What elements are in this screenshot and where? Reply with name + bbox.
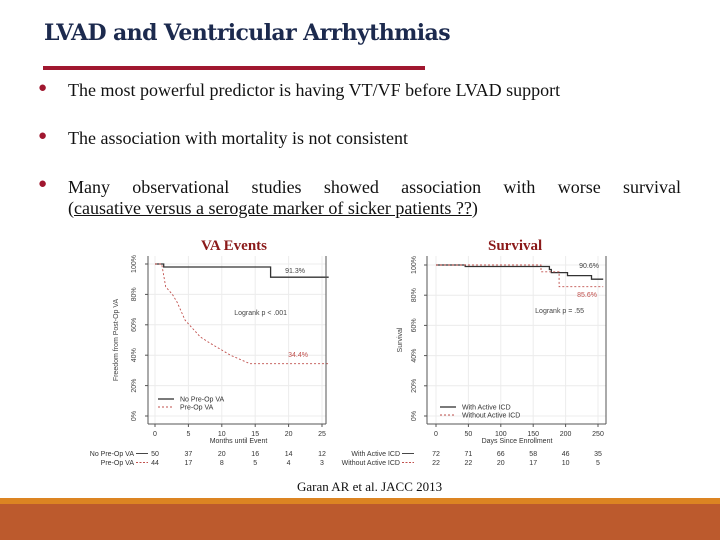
svg-text:250: 250 — [592, 431, 604, 438]
svg-text:60%: 60% — [411, 318, 418, 333]
open-paren: ( — [68, 198, 74, 218]
slide-title: LVAD and Ventricular Arrhythmias — [44, 20, 450, 46]
svg-text:Freedom from Post-Op VA: Freedom from Post-Op VA — [113, 298, 120, 382]
svg-text:0%: 0% — [411, 410, 418, 422]
svg-text:90.6%: 90.6% — [579, 263, 599, 270]
svg-text:22: 22 — [464, 460, 473, 467]
svg-text:With Active ICD: With Active ICD — [351, 451, 400, 458]
svg-text:4: 4 — [286, 460, 291, 467]
svg-text:150: 150 — [527, 431, 540, 438]
svg-text:12: 12 — [318, 451, 326, 458]
svg-text:5: 5 — [253, 460, 258, 467]
svg-text:5: 5 — [186, 431, 191, 438]
chart-title-va-events: VA Events — [201, 238, 267, 254]
svg-text:91.3%: 91.3% — [285, 268, 305, 275]
svg-text:72: 72 — [432, 451, 440, 458]
bullet-icon: ● — [38, 176, 48, 192]
chart-gridlines — [427, 256, 606, 424]
svg-text:14: 14 — [284, 451, 293, 458]
svg-text:17: 17 — [529, 460, 538, 467]
svg-text:34.4%: 34.4% — [288, 352, 308, 359]
svg-text:No Pre-Op VA: No Pre-Op VA — [89, 451, 134, 458]
svg-text:35: 35 — [594, 451, 602, 458]
svg-text:Months until Event: Months until Event — [209, 438, 268, 445]
svg-text:46: 46 — [561, 451, 570, 458]
bullet-icon: ● — [38, 80, 48, 96]
svg-text:No Pre-Op VA: No Pre-Op VA — [180, 396, 225, 404]
chart-axes — [90, 255, 326, 467]
svg-text:37: 37 — [184, 451, 193, 458]
chart-title-survival: Survival — [488, 238, 543, 254]
svg-text:200: 200 — [559, 431, 572, 438]
svg-text:20%: 20% — [411, 378, 418, 393]
svg-text:80%: 80% — [411, 288, 418, 303]
svg-text:44: 44 — [151, 460, 159, 467]
svg-text:50: 50 — [464, 431, 473, 438]
svg-text:20: 20 — [284, 431, 293, 438]
svg-text:17: 17 — [184, 460, 193, 467]
svg-text:40%: 40% — [411, 348, 418, 363]
svg-text:80%: 80% — [131, 287, 138, 302]
svg-text:16: 16 — [251, 451, 260, 458]
svg-text:Without Active ICD: Without Active ICD — [462, 412, 521, 420]
citation: Garan AR et al. JACC 2013 — [297, 479, 443, 494]
svg-text:0: 0 — [434, 431, 438, 438]
svg-text:With Active ICD: With Active ICD — [462, 404, 511, 412]
svg-text:15: 15 — [251, 431, 260, 438]
underlined-phrase: causative versus a serogate marker of sicker patients ?? — [74, 198, 472, 218]
svg-text:22: 22 — [432, 460, 440, 467]
svg-text:Logrank p = .55: Logrank p = .55 — [535, 308, 584, 315]
svg-text:3: 3 — [320, 460, 324, 467]
svg-text:Pre-Op VA: Pre-Op VA — [180, 404, 214, 412]
bullet-text: The most powerful predictor is having VT/VF before LVAD support — [68, 80, 561, 100]
svg-text:60%: 60% — [131, 317, 138, 332]
chart-series — [436, 265, 603, 287]
svg-text:0%: 0% — [131, 410, 138, 422]
svg-text:66: 66 — [496, 451, 505, 458]
svg-text:85.6%: 85.6% — [577, 292, 597, 299]
svg-text:100: 100 — [494, 431, 507, 438]
svg-text:10: 10 — [561, 460, 570, 467]
svg-text:Days Since Enrollment: Days Since Enrollment — [481, 438, 553, 445]
footer-band — [0, 504, 720, 540]
svg-text:58: 58 — [529, 451, 538, 458]
svg-text:40%: 40% — [131, 348, 138, 363]
svg-text:71: 71 — [464, 451, 473, 458]
bullet-text: The association with mortality is not consistent — [68, 128, 408, 148]
chart-gridlines — [148, 256, 326, 424]
svg-text:20: 20 — [496, 460, 505, 467]
svg-text:100%: 100% — [131, 255, 138, 273]
svg-text:10: 10 — [217, 431, 226, 438]
bullet-icon: ● — [38, 128, 48, 144]
svg-text:Logrank p < .001: Logrank p < .001 — [234, 310, 287, 317]
chart-axes — [342, 256, 606, 467]
close-paren: ) — [471, 198, 478, 218]
svg-text:5: 5 — [596, 460, 600, 467]
svg-text:Without Active ICD: Without Active ICD — [341, 460, 400, 467]
bullet-text: Many observational studies showed association with worse survival — [68, 177, 681, 197]
svg-text:20: 20 — [217, 451, 226, 458]
svg-text:8: 8 — [219, 460, 224, 467]
svg-text:20%: 20% — [131, 378, 138, 393]
svg-text:50: 50 — [151, 451, 159, 458]
svg-text:Pre-Op VA: Pre-Op VA — [100, 460, 134, 467]
svg-text:100%: 100% — [411, 256, 418, 274]
svg-text:0: 0 — [153, 431, 157, 438]
svg-text:25: 25 — [318, 431, 326, 438]
svg-text:Survival: Survival — [397, 327, 404, 353]
